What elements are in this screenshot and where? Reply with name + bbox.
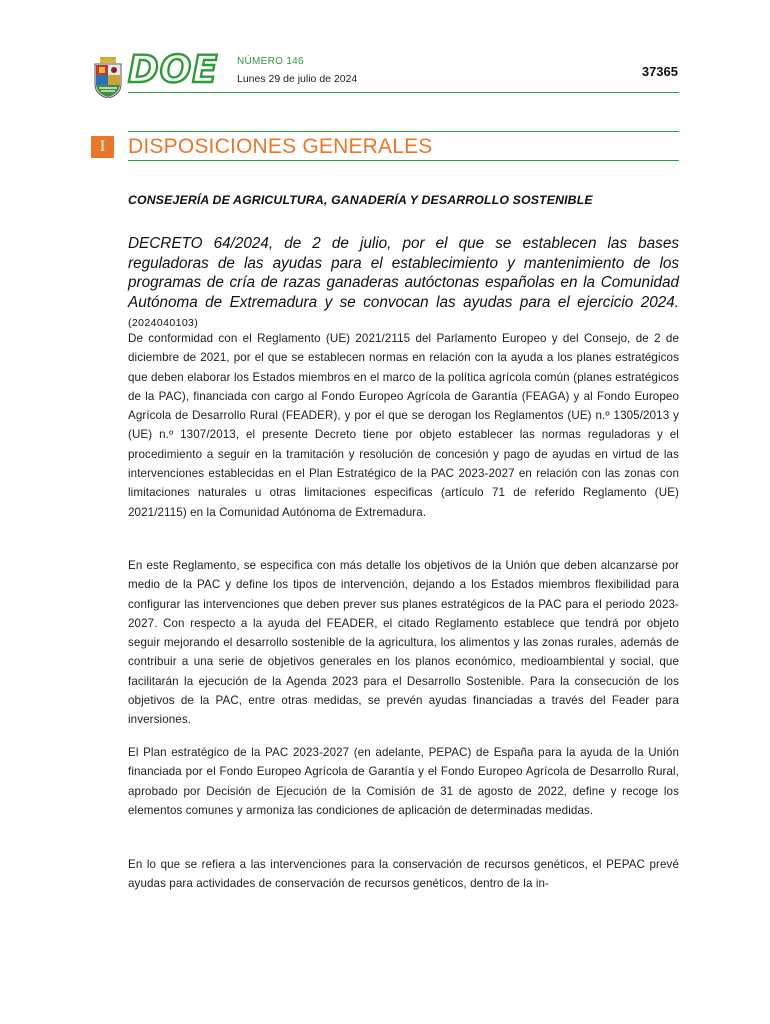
section-numeral-badge: I <box>91 136 114 158</box>
section-title: DISPOSICIONES GENERALES <box>128 135 433 158</box>
issue-date: Lunes 29 de julio de 2024 <box>237 73 358 85</box>
issue-number: NÚMERO 146 <box>237 56 304 67</box>
coat-of-arms-icon <box>93 57 123 98</box>
header-divider <box>128 92 679 93</box>
decree-title: DECRETO 64/2024, de 2 de julio, por el que se establecen las bases reguladoras de las ayudas para el establecimiento y mantenimiento de los programas de cría de razas ganaderas autóctonas españolas en la Comunidad Autónoma de Extremadura y se convocan las ayudas para el ejercicio 2024. <box>128 235 679 311</box>
decree-id: (2024040103) <box>128 317 199 329</box>
doe-logo: DOE <box>128 48 219 91</box>
section-bottom-divider <box>128 160 679 161</box>
body-paragraph: De conformidad con el Reglamento (UE) 2021/2115 del Parlamento Europeo y del Consejo, de 2 de diciembre de 2021, por el que se establecen normas en relación con la ayuda a los planes estratégicos que deben elaborar los Estados miembros en el marco de la política agrícola común (planes estratégicos de la PAC), financiada con cargo al Fondo Europeo Agrícola de Garantía (FEAGA) y al Fondo Europeo Agrícola de Desarrollo Rural (FEADER), y por el que se derogan los Reglamentos (UE) n.º 1305/2013 y (UE) n.º 1307/2013, el presente Decreto tiene por objeto establecer las normas reguladoras y el procedimiento a seguir en la tramitación y resolución de concesión y pago de ayudas en virtud de las intervenciones establecidas en el Plan Estratégico de la PAC 2023-2027 en relación con las zonas con limitaciones naturales u otras limitaciones especificas (artículo 71 de referido Reglamento (UE) 2021/2115) en la Comunidad Autónoma de Extremadura. <box>128 332 679 519</box>
decree-title-block <box>128 234 679 334</box>
body-paragraph: El Plan estratégico de la PAC 2023-2027 (en adelante, PEPAC) de España para la ayuda de la Unión financiada por el Fondo Europeo Agrícola de Garantía y el Fondo Europeo Agrícola de Desarrollo Rural, aprobado por Decisión de Ejecución de la Comisión de 31 de agosto de 2022, define y recoge los elementos comunes y armoniza las condiciones de aplicación de determinadas medidas. <box>128 746 679 817</box>
page-number: 37365 <box>641 64 678 79</box>
section-top-divider <box>128 131 679 132</box>
ministry-heading: CONSEJERÍA DE AGRICULTURA, GANADERÍA Y DESARROLLO SOSTENIBLE <box>128 193 593 207</box>
body-paragraph: En lo que se refiera a las intervenciones para la conservación de recursos genéticos, el PEPAC prevé ayudas para actividades de conservación de recursos genéticos, dentro de la in- <box>128 858 679 891</box>
body-paragraph: En este Reglamento, se especifica con más detalle los objetivos de la Unión que deben alcanzarse por medio de la PAC y define los tipos de intervención, dejando a los Estados miembros flexibilidad para configurar las intervenciones que deben prever sus planes estratégicos de la PAC para el periodo 2023-2027. Con respecto a la ayuda del FEADER, el citado Reglamento establece que tendrá por objeto seguir mejorando el desarrollo sostenible de la agricultura, los alimentos y las zonas rurales, además de contribuir a una serie de objetivos generales en los planos económico, medioambiental y social, que facilitarán la ejecución de la Agenda 2023 para el Desarrollo Sostenible. Para la consecución de los objetivos de la PAC, entre otras medidas, se prevén ayudas financiadas a través del Feader para inversiones. <box>128 559 679 727</box>
